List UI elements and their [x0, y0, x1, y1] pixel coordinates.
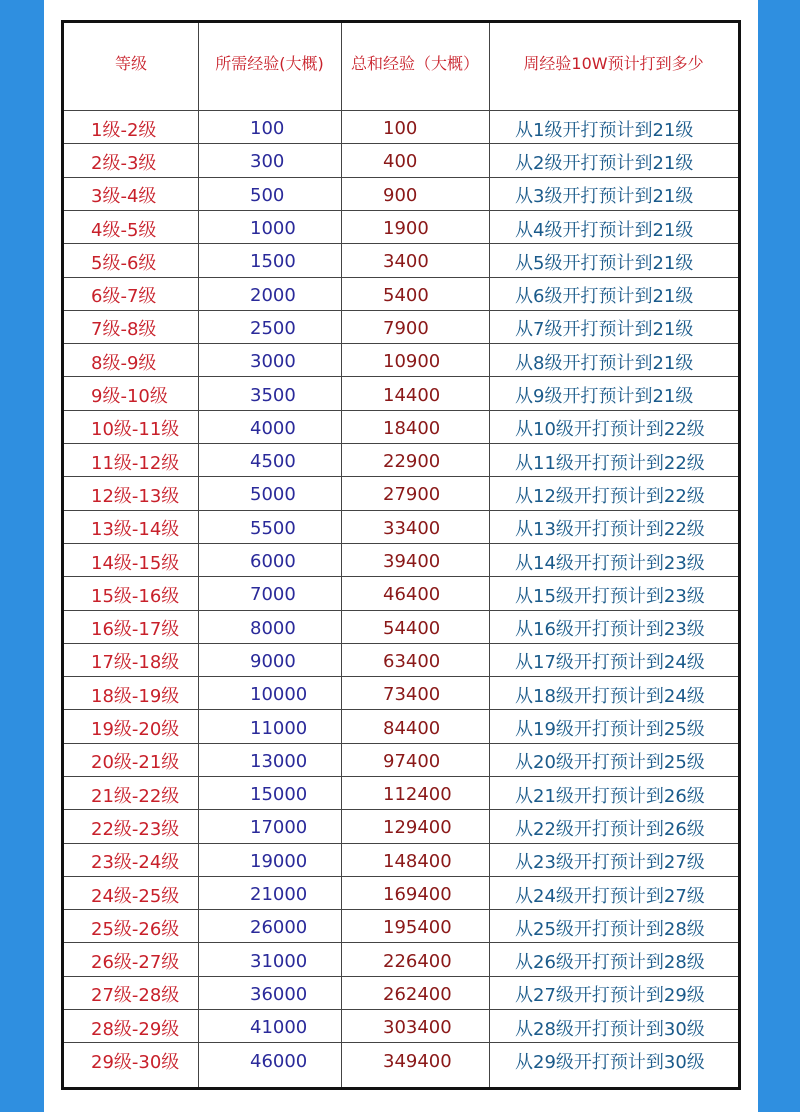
weekly-estimate-cell: 从22级开打预计到26级 — [515, 818, 705, 840]
weekly-estimate-cell: 从20级开打预计到25级 — [515, 752, 705, 774]
required-exp-cell: 7000 — [250, 584, 296, 606]
required-exp-cell: 10000 — [250, 684, 308, 706]
total-exp-cell: 169400 — [383, 884, 452, 906]
level-cell: 22级-23级 — [91, 818, 180, 840]
level-cell: 13级-14级 — [91, 519, 180, 541]
total-exp-cell: 10900 — [383, 351, 441, 373]
experience-table — [61, 20, 741, 1090]
level-cell: 17级-18级 — [91, 652, 180, 674]
level-cell: 16级-17级 — [91, 619, 180, 641]
total-exp-cell: 39400 — [383, 551, 441, 573]
weekly-estimate-cell: 从19级开打预计到25级 — [515, 719, 705, 741]
total-exp-cell: 195400 — [383, 917, 452, 939]
weekly-estimate-cell: 从24级开打预计到27级 — [515, 885, 705, 907]
column-divider — [198, 23, 199, 1087]
total-exp-cell: 262400 — [383, 983, 452, 1005]
level-cell: 21级-22级 — [91, 785, 180, 807]
weekly-estimate-cell: 从27级开打预计到29级 — [515, 985, 705, 1007]
required-exp-cell: 100 — [250, 118, 285, 140]
required-exp-cell: 46000 — [250, 1050, 308, 1072]
column-header: 所需经验(大概) — [215, 54, 324, 73]
weekly-estimate-cell: 从6级开打预计到21级 — [515, 286, 694, 308]
level-cell: 25级-26级 — [91, 918, 180, 940]
required-exp-cell: 500 — [250, 184, 285, 206]
required-exp-cell: 4000 — [250, 417, 296, 439]
total-exp-cell: 303400 — [383, 1017, 452, 1039]
total-exp-cell: 900 — [383, 184, 418, 206]
level-cell: 8级-9级 — [91, 352, 157, 374]
total-exp-cell: 63400 — [383, 650, 441, 672]
weekly-estimate-cell: 从28级开打预计到30级 — [515, 1018, 705, 1040]
weekly-estimate-cell: 从11级开打预计到22级 — [515, 452, 705, 474]
total-exp-cell: 7900 — [383, 317, 429, 339]
weekly-estimate-cell: 从23级开打预计到27级 — [515, 852, 705, 874]
weekly-estimate-cell: 从14级开打预计到23级 — [515, 552, 705, 574]
required-exp-cell: 3500 — [250, 384, 296, 406]
level-cell: 20级-21级 — [91, 752, 180, 774]
weekly-estimate-cell: 从15级开打预计到23级 — [515, 585, 705, 607]
level-cell: 29级-30级 — [91, 1052, 180, 1074]
required-exp-cell: 8000 — [250, 617, 296, 639]
total-exp-cell: 14400 — [383, 384, 441, 406]
required-exp-cell: 4500 — [250, 451, 296, 473]
required-exp-cell: 26000 — [250, 917, 308, 939]
weekly-estimate-cell: 从17级开打预计到24级 — [515, 652, 705, 674]
column-header: 总和经验（大概） — [350, 54, 479, 73]
weekly-estimate-cell: 从16级开打预计到23级 — [515, 619, 705, 641]
total-exp-cell: 46400 — [383, 584, 441, 606]
required-exp-cell: 21000 — [250, 884, 308, 906]
header-divider — [64, 110, 738, 111]
weekly-estimate-cell: 从10级开打预计到22级 — [515, 419, 705, 441]
total-exp-cell: 27900 — [383, 484, 441, 506]
level-cell: 2级-3级 — [91, 152, 157, 174]
required-exp-cell: 17000 — [250, 817, 308, 839]
weekly-estimate-cell: 从5级开打预计到21级 — [515, 252, 694, 274]
required-exp-cell: 1000 — [250, 218, 296, 240]
weekly-estimate-cell: 从1级开打预计到21级 — [515, 119, 694, 141]
required-exp-cell: 13000 — [250, 750, 308, 772]
total-exp-cell: 1900 — [383, 218, 429, 240]
weekly-estimate-cell: 从29级开打预计到30级 — [515, 1052, 705, 1074]
required-exp-cell: 19000 — [250, 850, 308, 872]
total-exp-cell: 100 — [383, 118, 418, 140]
required-exp-cell: 6000 — [250, 551, 296, 573]
weekly-estimate-cell: 从2级开打预计到21级 — [515, 152, 694, 174]
column-header: 等级 — [114, 54, 147, 73]
total-exp-cell: 129400 — [383, 817, 452, 839]
required-exp-cell: 3000 — [250, 351, 296, 373]
total-exp-cell: 54400 — [383, 617, 441, 639]
level-cell: 5级-6级 — [91, 252, 157, 274]
weekly-estimate-cell: 从18级开打预计到24级 — [515, 685, 705, 707]
weekly-estimate-cell: 从13级开打预计到22级 — [515, 519, 705, 541]
required-exp-cell: 300 — [250, 151, 285, 173]
column-divider — [341, 23, 342, 1087]
level-cell: 23级-24级 — [91, 852, 180, 874]
level-cell: 19级-20级 — [91, 719, 180, 741]
total-exp-cell: 226400 — [383, 950, 452, 972]
level-cell: 9级-10级 — [91, 386, 168, 408]
level-cell: 27级-28级 — [91, 985, 180, 1007]
required-exp-cell: 11000 — [250, 717, 308, 739]
required-exp-cell: 31000 — [250, 950, 308, 972]
level-cell: 6级-7级 — [91, 286, 157, 308]
total-exp-cell: 18400 — [383, 417, 441, 439]
column-divider — [489, 23, 490, 1087]
required-exp-cell: 1500 — [250, 251, 296, 273]
level-cell: 24级-25级 — [91, 885, 180, 907]
required-exp-cell: 5000 — [250, 484, 296, 506]
total-exp-cell: 112400 — [383, 784, 452, 806]
total-exp-cell: 349400 — [383, 1050, 452, 1072]
total-exp-cell: 3400 — [383, 251, 429, 273]
weekly-estimate-cell: 从7级开打预计到21级 — [515, 319, 694, 341]
level-cell: 26级-27级 — [91, 952, 180, 974]
total-exp-cell: 33400 — [383, 517, 441, 539]
weekly-estimate-cell: 从4级开打预计到21级 — [515, 219, 694, 241]
weekly-estimate-cell: 从25级开打预计到28级 — [515, 918, 705, 940]
level-cell: 11级-12级 — [91, 452, 180, 474]
weekly-estimate-cell: 从9级开打预计到21级 — [515, 386, 694, 408]
level-cell: 28级-29级 — [91, 1018, 180, 1040]
required-exp-cell: 41000 — [250, 1017, 308, 1039]
required-exp-cell: 5500 — [250, 517, 296, 539]
column-header: 周经验10W预计打到多少 — [523, 54, 704, 73]
total-exp-cell: 97400 — [383, 750, 441, 772]
level-cell: 4级-5级 — [91, 219, 157, 241]
level-cell: 7级-8级 — [91, 319, 157, 341]
weekly-estimate-cell: 从26级开打预计到28级 — [515, 952, 705, 974]
total-exp-cell: 400 — [383, 151, 418, 173]
level-cell: 14级-15级 — [91, 552, 180, 574]
weekly-estimate-cell: 从12级开打预计到22级 — [515, 485, 705, 507]
level-cell: 12级-13级 — [91, 485, 180, 507]
required-exp-cell: 9000 — [250, 650, 296, 672]
required-exp-cell: 15000 — [250, 784, 308, 806]
required-exp-cell: 36000 — [250, 983, 308, 1005]
level-cell: 1级-2级 — [91, 119, 157, 141]
total-exp-cell: 5400 — [383, 284, 429, 306]
weekly-estimate-cell: 从8级开打预计到21级 — [515, 352, 694, 374]
level-cell: 15级-16级 — [91, 585, 180, 607]
required-exp-cell: 2500 — [250, 317, 296, 339]
total-exp-cell: 22900 — [383, 451, 441, 473]
level-cell: 3级-4级 — [91, 186, 157, 208]
weekly-estimate-cell: 从21级开打预计到26级 — [515, 785, 705, 807]
required-exp-cell: 2000 — [250, 284, 296, 306]
total-exp-cell: 84400 — [383, 717, 441, 739]
level-cell: 18级-19级 — [91, 685, 180, 707]
level-cell: 10级-11级 — [91, 419, 180, 441]
total-exp-cell: 148400 — [383, 850, 452, 872]
weekly-estimate-cell: 从3级开打预计到21级 — [515, 186, 694, 208]
total-exp-cell: 73400 — [383, 684, 441, 706]
